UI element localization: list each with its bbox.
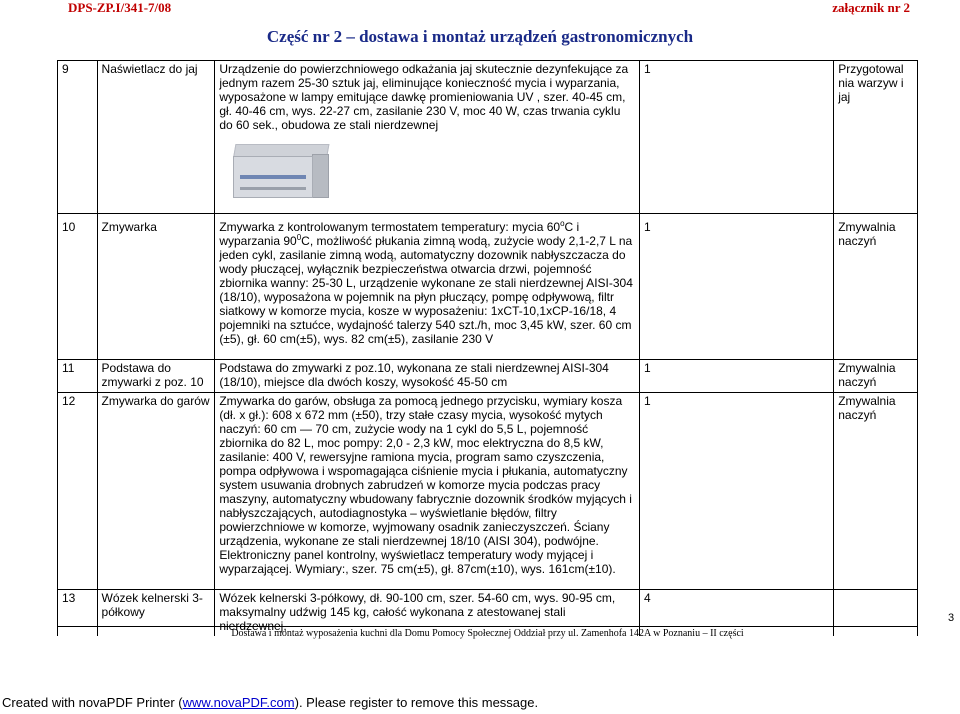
item-quantity: 1 [640,61,834,204]
document-code: DPS-ZP.I/341-7/08 [68,0,172,15]
footer-divider [57,626,918,627]
item-description: Wózek kelnerski 3-półkowy, dł. 90-100 cm, szer. 54-60 cm, wys. 90-95 cm, maksymalny udźwig 145 kg, całość wykonana z atestowanej stali nierdzewnej, [215,590,640,637]
row-number: 12 [58,393,98,580]
item-name: Podstawa do zmywarki z poz. 10 [97,360,215,393]
row-number: 13 [58,590,98,637]
item-description: Zmywarka do garów, obsługa za pomocą jednego przycisku, wymiary kosza (dł. x gł.): 608 x 672 mm (±50), trzy stałe czasy mycia, wysokość mytych naczyń: 60 cm — 70 cm, zużycie wody na 1 cykl do 5,5 L, pojemność zbiornika do 82 L, moc pompy: 2,0 - 2,3 kW, moc elektryczna do 8,5 kW, zasilanie: 400 V, rewersyjne ramiona mycia, program samo czyszczenia, pompa odpływowa i wspomagająca ciśnienie mycia i płukania, automatyczny system usuwania drobnych zabrudzeń w komorze mycia podczas pracy maszyny, automatyczny wbudowany fabrycznie dozownik środków myjących i nabłyszczających, autodiagnostyka – wyświetlanie błędów, filtry powierzchniowe w komorze, wyjmowany osadnik zanieczyszczeń. Ściany urządzenia, wykonane ze stali nierdzewnej 18/10 (AISI 304), podwójne. Elektroniczny panel kontrolny, wyświetlacz temperatury wody myjącej i wyparzającej. Wymiary:, szer. 75 cm(±5), gł. 87cm(±10), wys. 161cm(±10). [215,393,640,580]
item-destination: Zmywalnia naczyń [834,214,918,350]
page-title: Część nr 2 – dostawa i montaż urządzeń gastronomicznych [266,27,694,46]
item-description [215,61,640,204]
row-number: 9 [58,61,98,204]
attachment-label: załącznik nr 2 [832,0,910,15]
item-quantity: 1 [640,214,834,350]
page-number: 3 [948,612,955,624]
page-footer: Dostawa i montaż wyposażenia kuchni dla Domu Pomocy Społecznej Oddział przy ul. Zamenhofa 142A w Poznaniu – II części [231,628,744,639]
item-destination: Zmywalnia naczyń [834,393,918,580]
equipment-table [57,60,918,636]
item-description: Podstawa do zmywarki z poz.10, wykonana ze stali nierdzewnej AISI-304 (18/10), miejsce dla dwóch koszy, wysokość 45-50 cm [215,360,640,393]
item-description: Zmywarka z kontrolowanym termostatem temperatury: mycia 60$^o$C i wyparzania $90^0C$, możliwość płukania zimną wodą, zużycie wody 2,1-2,7 L na jeden cykl, zasilanie zimną wodą, automatyczny dozownik nabłyszczacza do wody płuczącej, wyłącznik bezpieczeństwa otwarcia drzwi, pojemność zbiornika wanny: 25-30 L, urządzenie wykonane ze stali nierdzewnej AISI-304 (18/10), wyposażona w pojemnik na płyn płuczący, pompę odpływową, filtr siatkowy w komorze mycia, kosze w wyposażeniu: 1xCT-10,1xCP-16/18, 4 pojemniki na sztućce, wydajność talerzy 540 szt./h, moc 3,45 kW, szer. 60 cm (±5), gł. 60 cm(±5), wys. 82 cm(±5), zasilanie 230 V [215,214,640,350]
item-name: Wózek kelnerski 3-półkowy [97,590,215,637]
row-number: 11 [58,360,98,393]
item-quantity: 1 [640,360,834,393]
novapdf-link[interactable]: www.novaPDF.com [182,695,295,710]
novapdf-watermark: Created with novaPDF Printer (www.novaPDF.com). Please register to remove this message. [2,695,539,710]
table-row [58,360,918,393]
row-spacer [58,203,918,214]
row-spacer [58,349,918,360]
row-number: 10 [58,214,98,350]
table-row [58,393,918,580]
item-destination: Przygotowal nia warzyw i jaj [834,61,918,204]
item-quantity: 1 [640,393,834,580]
item-name: Zmywarka do garów [97,393,215,580]
item-destination: Zmywalnia naczyń [834,360,918,393]
item-quantity: 4 [640,590,834,637]
item-name: Zmywarka [97,214,215,350]
table-row [58,61,918,204]
item-name: Naświetlacz do jaj [97,61,215,204]
table-row [58,214,918,350]
row-spacer [58,579,918,590]
item-description-text: Urządzenie do powierzchniowego odkażania jaj skutecznie dezynfekujące za jednym razem 25-30 sztuk jaj, eliminujące konieczność mycia i wyparzania, wyposażone w lampy emitujące dawkę promieniowania UV , szer. 40-45 cm, gł. 40-46 cm, wys. 22-27 cm, zasilanie 230 V, moc 40 W, czas trwania cyklu do 60 sek., obudowa ze stali nierdzewnej [219,62,629,132]
uv-sterilizer-image [233,144,329,200]
